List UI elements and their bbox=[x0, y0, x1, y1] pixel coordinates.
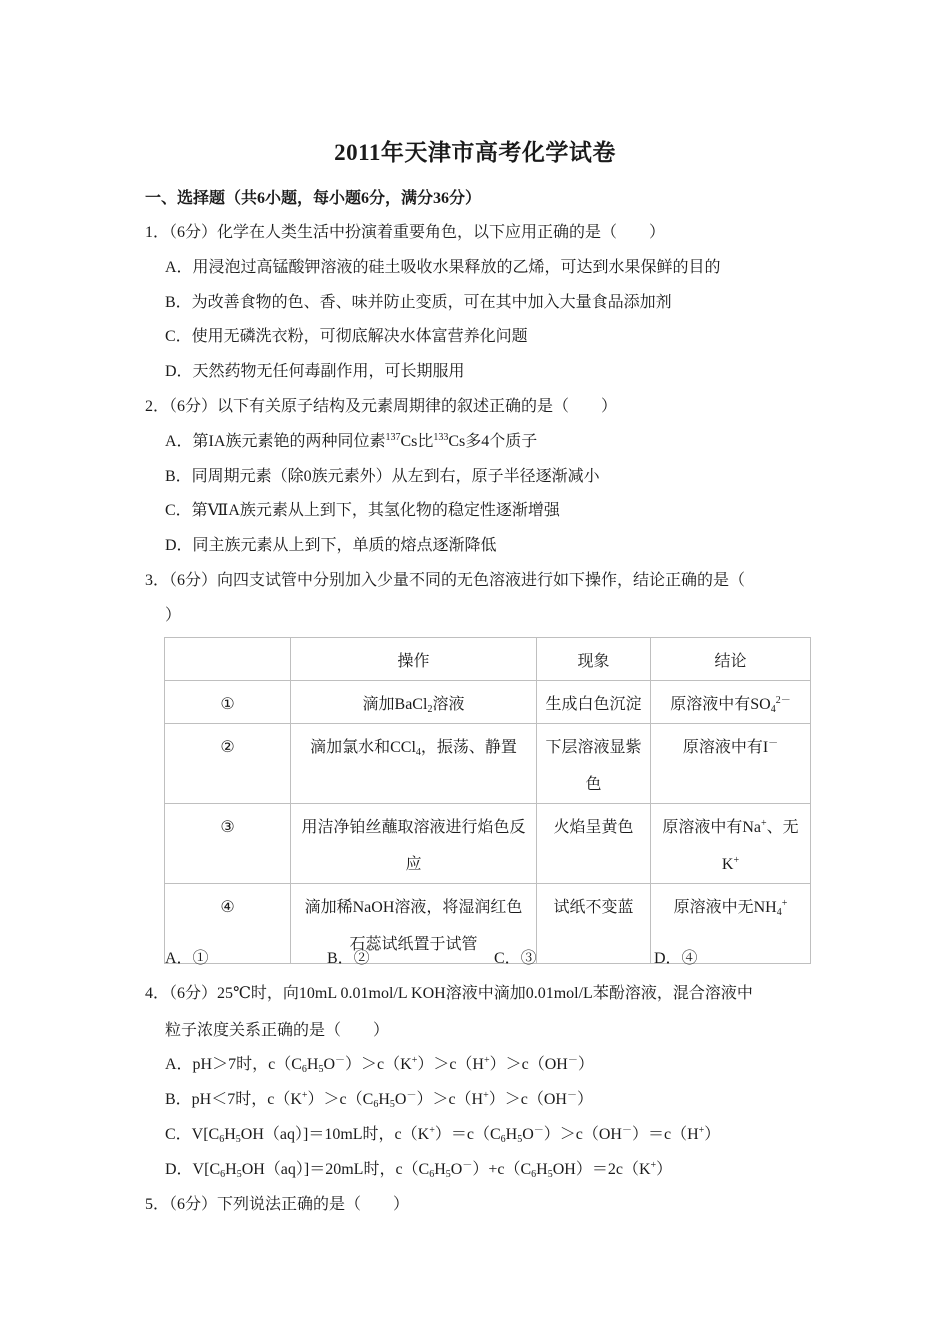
question-2-stem: 2．（6分）以下有关原子结构及元素周期律的叙述正确的是（ ） bbox=[145, 398, 618, 415]
table-row bbox=[165, 884, 811, 964]
question-4-option-b: B．pH＜7时，$c(K^+)>c(C_6H_5O^-)>c(H^+)>c(OH^-)$ bbox=[165, 1090, 593, 1110]
question-1-option-c: C．使用无磷洗衣粉，可彻底解决水体富营养化问题 bbox=[165, 328, 528, 345]
operation-cell: 滴加氯水和CCl$_4$，振荡、静置 bbox=[291, 724, 537, 804]
table-row bbox=[165, 804, 811, 884]
question-3-stem: 3．（6分）向四支试管中分别加入少量不同的无色溶液进行如下操作，结论正确的是（ bbox=[145, 572, 746, 589]
table-header-cell: 结论 bbox=[651, 638, 811, 681]
question-1-option-d: D．天然药物无任何毒副作用，可长期服用 bbox=[165, 363, 465, 380]
row-number: ② bbox=[165, 724, 291, 804]
operation-cell: 滴加BaCl$_2$溶液 bbox=[291, 681, 537, 724]
conclusion-cell: 原溶液中有$SO_4^{2-}$ bbox=[651, 681, 811, 724]
row-number: ③ bbox=[165, 804, 291, 884]
table-header-cell: 操作 bbox=[291, 638, 537, 681]
phenomenon-cell: 试纸不变蓝 bbox=[537, 884, 651, 964]
conclusion-cell: 原溶液中有I－ bbox=[651, 724, 811, 804]
question-1-option-a: A．用浸泡过高锰酸钾溶液的硅土吸收水果释放的乙烯，可达到水果保鲜的目的 bbox=[165, 259, 721, 276]
conclusion-cell: 原溶液中无$NH_4^+$ bbox=[651, 884, 811, 964]
question-4-option-a: A．pH＞7时，$c(C_6H_5O^-)>c(K^+)>c(H^+)>c(OH^-)$ bbox=[165, 1055, 594, 1075]
phenomenon-cell: 下层溶液显紫色 bbox=[537, 724, 651, 804]
question-3-option-c: C．③ bbox=[494, 950, 537, 967]
conclusion-cell: 原溶液中有Na+、无K+ bbox=[651, 804, 811, 884]
operation-cell: 用洁净铂丝蘸取溶液进行焰色反应 bbox=[291, 804, 537, 884]
question-3-stem-end: ） bbox=[165, 607, 182, 624]
experiment-table bbox=[164, 637, 811, 964]
question-2-option-d: D．同主族元素从上到下，单质的熔点逐渐降低 bbox=[165, 537, 497, 554]
row-number: ④ bbox=[165, 884, 291, 964]
question-3-option-d: D．④ bbox=[654, 950, 698, 967]
question-4-stem-cont: 粒子浓度关系正确的是（ ） bbox=[165, 1022, 390, 1039]
table-header-cell: 现象 bbox=[537, 638, 651, 681]
table-header-cell bbox=[165, 638, 291, 681]
question-1-option-b: B．为改善食物的色、香、味并防止变质，可在其中加入大量食品添加剂 bbox=[165, 294, 672, 311]
question-2-option-c: C．第ⅦA族元素从上到下，其氢化物的稳定性逐渐增强 bbox=[165, 502, 560, 519]
question-4-option-c: C．$V[C_6H_5OH(aq)]=10mL$时，$c(K^+)=c(C_6H_5O^-)>c(OH^-)=c(H^+)$ bbox=[165, 1125, 721, 1145]
question-5-stem: 5．（6分）下列说法正确的是（ ） bbox=[145, 1196, 410, 1213]
table-header-row bbox=[165, 638, 811, 681]
phenomenon-cell: 生成白色沉淀 bbox=[537, 681, 651, 724]
page-title: 2011年天津市高考化学试卷 bbox=[334, 140, 616, 165]
question-3-option-b: B．② bbox=[327, 950, 370, 967]
question-2-option-a: A．第IA族元素铯的两种同位素$^{137}$Cs比$^{133}$Cs多4个质子 bbox=[165, 432, 538, 450]
question-2-option-b: B．同周期元素（除0族元素外）从左到右，原子半径逐渐减小 bbox=[165, 468, 600, 485]
phenomenon-cell: 火焰呈黄色 bbox=[537, 804, 651, 884]
question-4-stem: 4．（6分）25℃时，向10mL 0.01mol/L KOH溶液中滴加0.01mol/L苯酚溶液，混合溶液中 bbox=[145, 985, 753, 1002]
row-number: ① bbox=[165, 681, 291, 724]
question-1-stem: 1．（6分）化学在人类生活中扮演着重要角色，以下应用正确的是（ ） bbox=[145, 224, 666, 241]
operation-cell: 滴加稀NaOH溶液，将湿润红色石蕊试纸置于试管 bbox=[291, 884, 537, 964]
table-row bbox=[165, 724, 811, 804]
question-3-option-a: A．① bbox=[165, 950, 209, 967]
table-row bbox=[165, 681, 811, 724]
question-4-option-d: D．$V[C_6H_5OH(aq)]=20mL$时，$c(C_6H_5O^-)+c(C_6H_5OH)=2c(K^+)$ bbox=[165, 1160, 673, 1180]
section-heading: 一、选择题（共6小题，每小题6分，满分36分） bbox=[145, 190, 482, 207]
